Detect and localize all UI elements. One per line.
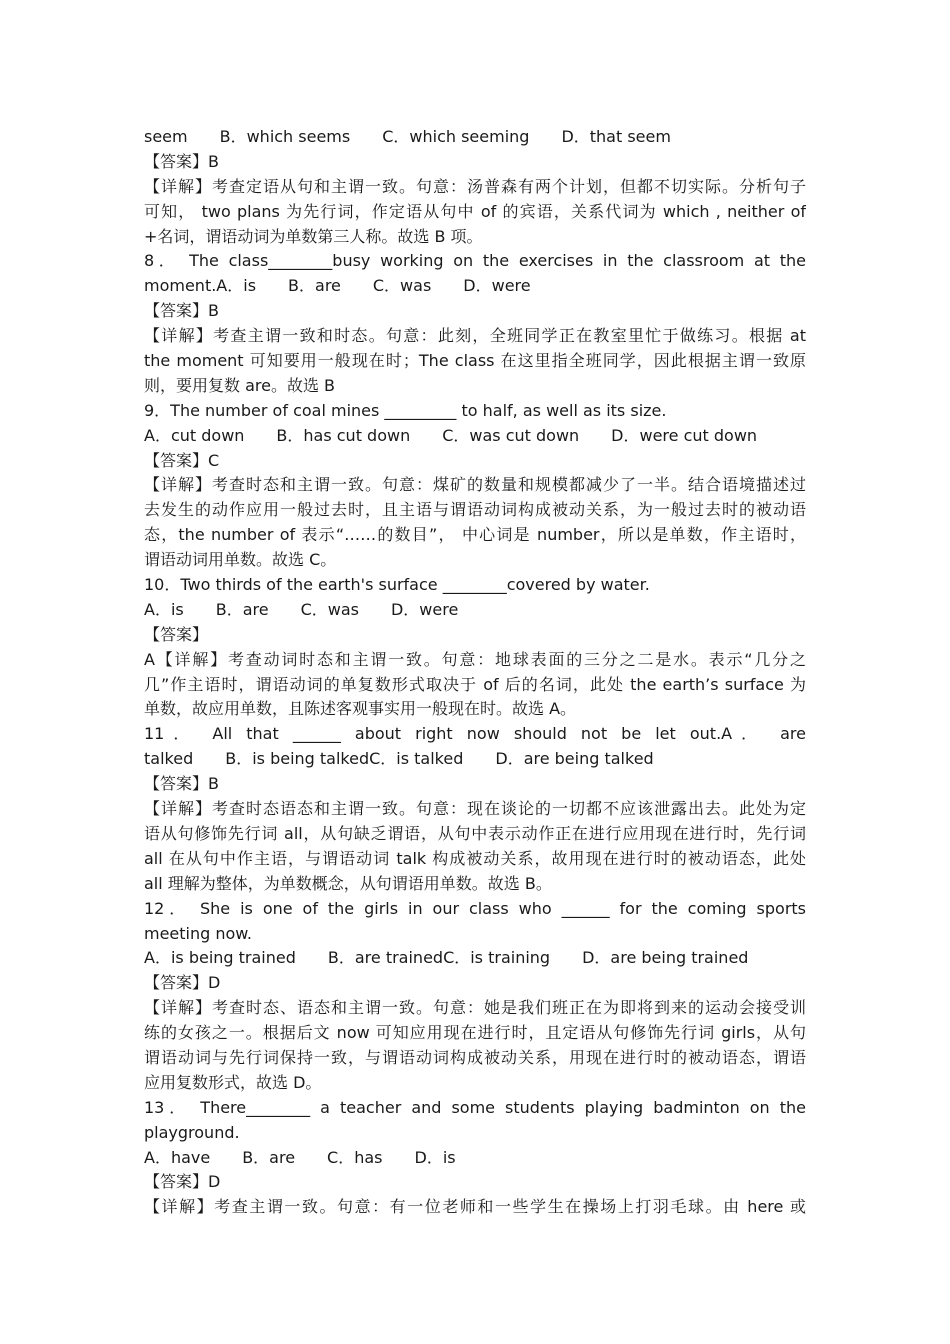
text-line: 【详解】考查主谓一致和时态。句意：此刻，全班同学正在教室里忙于做练习。根据 at [144,326,806,346]
text-line: 【答案】D [144,1172,221,1192]
text-line: 【详解】考查时态语态和主谓一致。句意：现在谈论的一切都不应该泄露出去。此处为定 [144,799,806,819]
text-line: A【详解】考查动词时态和主谓一致。句意：地球表面的三分之二是水。表示“几分之 [144,649,806,669]
text-line: 12． She is one of the girls in our class who ______ for the coming sports [144,898,806,918]
text-line: 13． There________ a teacher and some students playing badminton on the [144,1097,806,1117]
text-line: talked B．is being talkedC．is talked D．are being talked [144,749,654,769]
text-line: 【详解】考查定语从句和主谓一致。句意：汤普森有两个计划，但都不切实际。分析句子 [144,176,806,196]
document-page [144,125,806,1220]
text-line: 去发生的动作应用一般过去时，且主语与谓语动词构成被动关系，为一般过去时的被动语 [144,500,806,520]
text-line: A．have B．are C．has D．is [144,1147,456,1167]
text-line: 【答案】D [144,973,221,993]
text-line: 【答案】B [144,151,219,171]
text-line: 练的女孩之一。根据后文 now 可知应用现在进行时，且定语从句修饰先行词 girls，从句 [144,1023,806,1043]
text-line: 谓语动词用单数。故选 C。 [144,550,337,570]
text-line: 态，the number of 表示“……的数目”， 中心词是 number，所以是单数，作主语时， [144,525,806,545]
text-line: +名词，谓语动词为单数第三人称。故选 B 项。 [144,226,483,246]
text-line: 几”作主语时，谓语动词的单复数形式取决于 of 后的名词，此处 the earth’s surface 为 [144,674,806,694]
text-line: 【详解】考查时态和主谓一致。句意：煤矿的数量和规模都减少了一半。结合语境描述过 [144,475,806,495]
text-line: 可知， two plans 为先行词，作定语从句中 of 的宾语，关系代词为 which , neither of [144,201,806,221]
text-line: 语从句修饰先行词 all，从句缺乏谓语，从句中表示动作正在进行应用现在进行时，先行词 [144,823,806,843]
text-line: 【答案】C [144,450,220,470]
text-line: playground. [144,1122,240,1142]
text-line: 8． The class________busy working on the exercises in the classroom at the [144,251,806,271]
text-line: the moment 可知要用一般现在时；The class 在这里指全班同学，因此根据主谓一致原 [144,351,806,371]
text-line: meeting now. [144,923,253,943]
text-line: 【详解】考查时态、语态和主谓一致。句意：她是我们班正在为即将到来的运动会接受训 [144,998,806,1018]
text-line: 【答案】B [144,774,219,794]
text-line: all 理解为整体，为单数概念，从句谓语用单数。故选 B。 [144,873,552,893]
text-line: seem B．which seems C．which seeming D．that seem [144,127,671,146]
text-line: A．is B．are C．was D．were [144,599,459,619]
text-line: A．cut down B．has cut down C．was cut down D．were cut down [144,425,758,445]
text-line: moment.A．is B．are C．was D．were [144,276,531,296]
text-line: all 在从句中作主语，与谓语动词 talk 构成被动关系，故用现在进行时的被动语态，此处 [144,848,806,868]
text-line: A．is being trained B．are trainedC．is training D．are being trained [144,948,749,968]
text-line: 单数，故应用单数，且陈述客观事实用一般现在时。故选 A。 [144,699,577,719]
text-line: 9．The number of coal mines _________ to half, as well as its size. [144,400,667,420]
text-line: 10．Two thirds of the earth's surface ________covered by water. [144,575,650,595]
text-line: 谓语动词与先行词保持一致，与谓语动词构成被动关系，用现在进行时的被动语态，谓语 [144,1047,806,1067]
text-line: 应用复数形式，故选 D。 [144,1072,322,1092]
text-line: 【答案】 [144,624,209,644]
text-line: 【答案】B [144,301,219,321]
text-line: 则，要用复数 are。故选 B [144,375,336,395]
text-line: 11． All that ______ about right now should not be let out.A． are [144,724,806,744]
text-line: 【详解】考查主谓一致。句意：有一位老师和一些学生在操场上打羽毛球。由 here 或 [144,1197,806,1217]
